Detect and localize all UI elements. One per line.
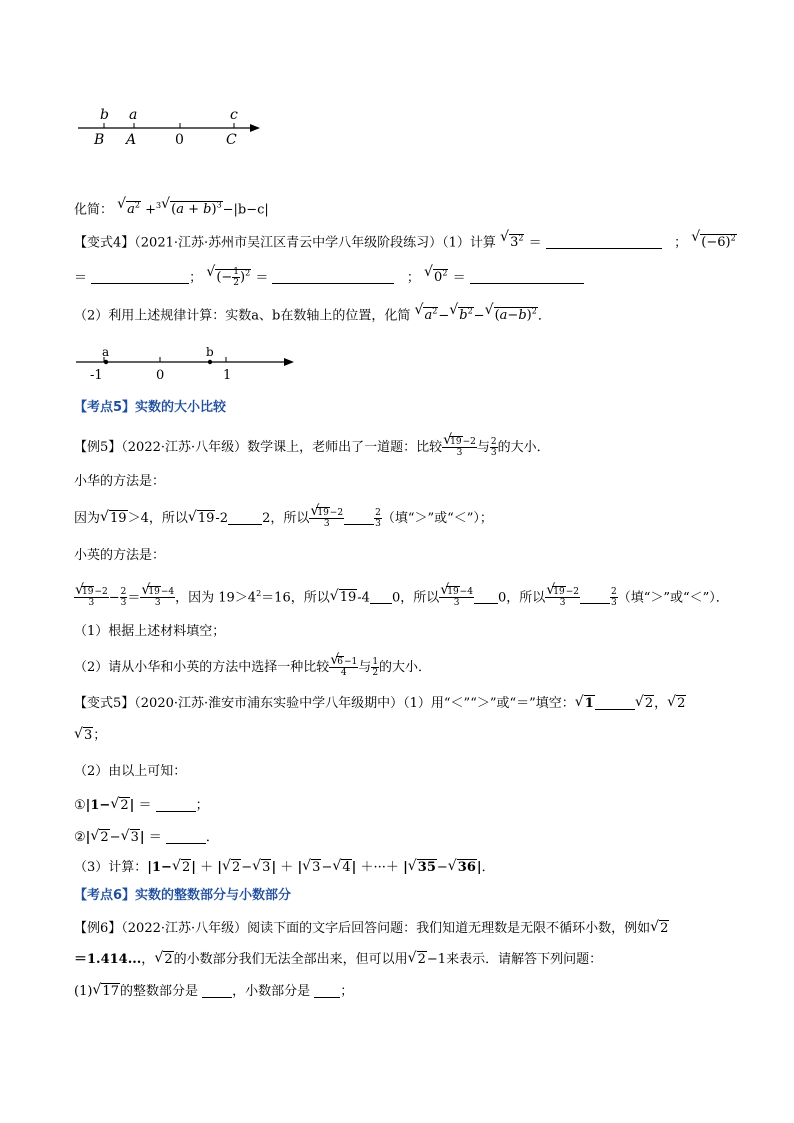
label-zero: 0 [175, 132, 184, 148]
answer-blank[interactable] [228, 510, 262, 525]
answer-blank[interactable] [202, 983, 232, 998]
answer-blank[interactable] [344, 510, 374, 525]
point-a: a [102, 345, 110, 359]
example6-stem: 【例6】（2022·江苏·八年级）阅读下面的文字后回答问题：我们知道无理数是无限不循环小数，例如√ 2 [74, 919, 669, 939]
example5-q1: （1）根据上述材料填空； [74, 624, 226, 639]
answer-blank[interactable] [272, 269, 394, 284]
variant5-line1: 【变式5】（2020·江苏·淮安市浦东实验中学八年级期中）（1）用“＜”“＞”或“＝”填空：√ 1√ 2，√ 2 [74, 694, 686, 714]
tick-0: 0 [156, 368, 165, 383]
variant5-part2: （2）由以上可知： [74, 764, 187, 779]
variant5-part3: （3）计算：|1−√ 2| ＋ |√ 2−√ 3| ＋ |√ 3−√ 4| ＋···＋ |√ 35−√ 36|． [74, 858, 495, 878]
answer-blank[interactable] [580, 589, 610, 604]
variant4-line1: 【变式4】（2021·江苏·苏州市吴江区青云中学八年级阶段练习）（1）计算 √ $3^2$ ＝ ； √ $(-6)^2$ [74, 229, 737, 253]
answer-blank[interactable] [474, 589, 498, 604]
xiaohua-label: 小华的方法是： [74, 474, 166, 489]
variant4-part2: （2）利用上述规律计算：实数a、b在数轴上的位置，化简 √ $a^2-√$ $b^2-√$ $(a-b)^2$． [74, 302, 551, 326]
simplify-line: 化简： √ $a^2 +^3√$ $(a + b)^3-|b-c|$ [74, 196, 269, 220]
answer-blank[interactable] [314, 983, 340, 998]
answer-blank[interactable] [166, 829, 206, 844]
tick-1: 1 [223, 368, 232, 383]
xiaoying-method: √ $\frac{19-2}{3}$ − $\frac{2}{3}$ ＝ √ $\frac{19-4}{3}$ ，因为 $19>4^2=16$，所以√ 19-4 0，所以 √ $\frac{19-4}{3}$ 0，所以 √ $\frac{19-2}{3}$ $\frac{2}{3}$ （填“＞”或“＜”）． [74, 584, 729, 608]
section-heading-5: 【考点5】实数的大小比较 [74, 400, 227, 415]
example5-q2: （2）请从小华和小英的方法中选择一种比较 √ $\frac{6-1}{4}$ 与 $\frac{1}{2}$ 的大小． [74, 657, 431, 678]
number-line-1 [74, 104, 274, 154]
label-A: A [126, 132, 137, 148]
label-a-top: a [129, 107, 138, 123]
variant4-line2: ＝ ； √ (− $\frac{1}{2}$ )$^2$ ＝ ； √ $0^2$ ＝ [74, 264, 584, 288]
label-b-top: b [100, 107, 109, 123]
xiaohua-method: 因为√ 19＞4，所以√ 19-2 2，所以 √ $\frac{19-2}{3}$ $\frac{2}{3}$ （填“＞”或“＜”）； [74, 508, 493, 529]
answer-blank[interactable] [156, 797, 196, 812]
example6-q1: (1)√ 17的整数部分是 ，小数部分是 ； [74, 982, 353, 1002]
variant5-item1: ①|1−√ 2| ＝ ； [74, 796, 209, 816]
tick-minus1: -1 [90, 368, 103, 383]
answer-blank[interactable] [370, 589, 392, 604]
variant5-item2: ②|√ 2−√ 3| ＝ ． [74, 828, 219, 848]
label-C: C [226, 132, 237, 148]
label-c-top: c [230, 107, 238, 123]
xiaoying-label: 小英的方法是： [74, 548, 166, 563]
section-heading-6: 【考点6】实数的整数部分与小数部分 [74, 888, 292, 903]
answer-blank[interactable] [91, 269, 189, 284]
answer-blank[interactable] [470, 269, 584, 284]
variant5-line1-cont: √ 3； [74, 726, 106, 746]
sqrt-a-squared: √ $a^2$ [117, 196, 141, 220]
answer-blank[interactable] [546, 234, 662, 249]
cbrt-a-plus-b-cubed: √ $(a + b)^3$ [161, 196, 223, 220]
label-B: B [94, 132, 105, 148]
answer-blank[interactable] [595, 695, 635, 710]
point-b: b [206, 345, 214, 359]
example5-stem: 【例5】（2022·江苏·八年级）数学课上，老师出了一道题：比较 √ $\frac{19-2}{3}$ 与 $\frac{2}{3}$ 的大小． [74, 437, 550, 458]
example6-stem-cont: ＝1.414...，√ 2的小数部分我们无法全部出来，但可以用√ 2−1来表示．请解答下列问题： [74, 950, 602, 970]
number-line-2 [74, 344, 304, 384]
